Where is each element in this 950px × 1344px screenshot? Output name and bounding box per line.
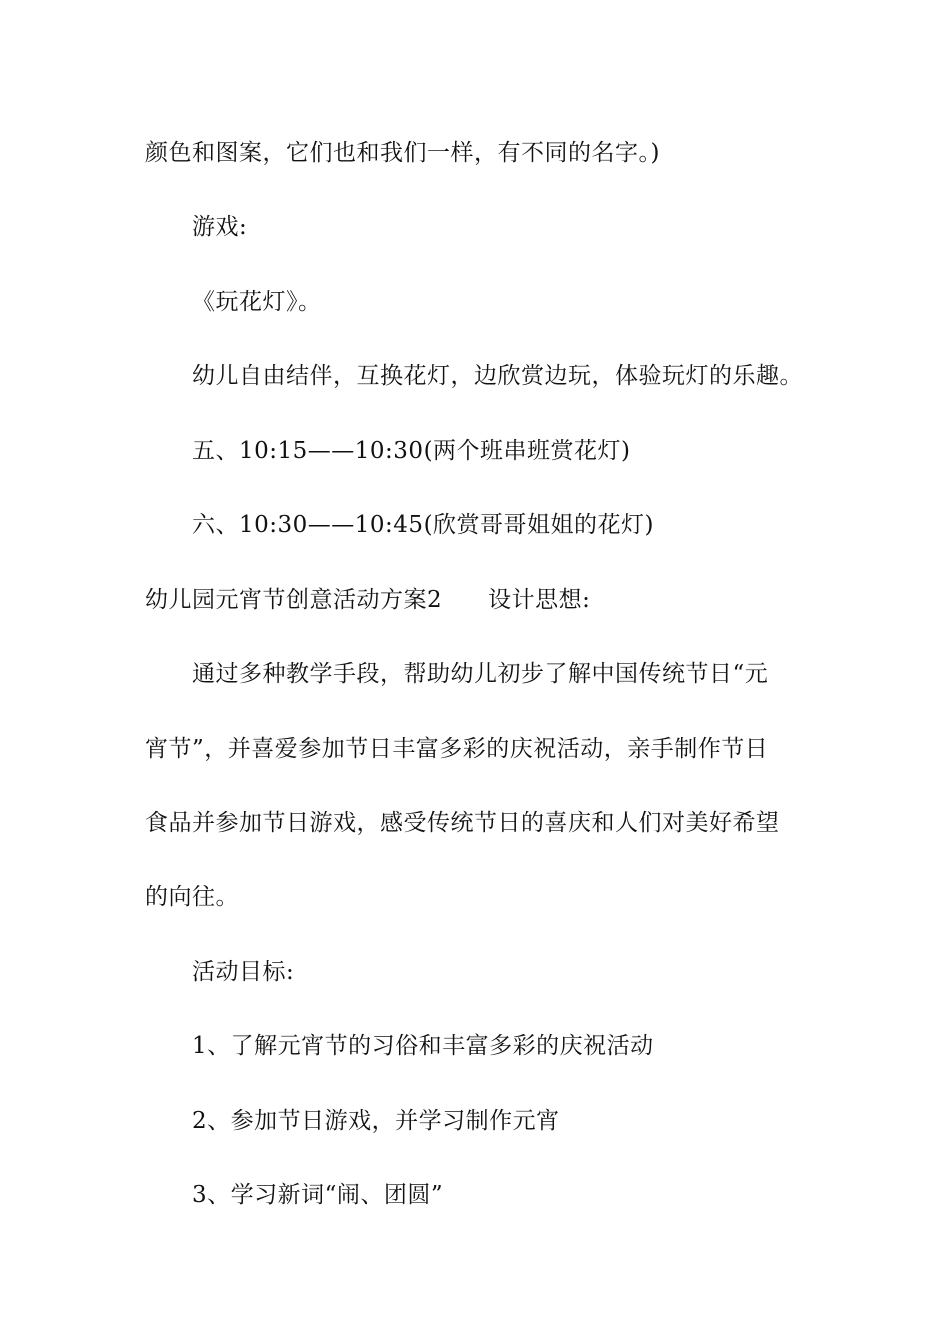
design-paragraph-line: 通过多种教学手段，帮助幼儿初步了解中国传统节日“元: [192, 661, 769, 687]
design-paragraph-line: 的向往。: [145, 884, 239, 910]
schedule-step-6: 六、10:30——10:45(欣赏哥哥姐姐的花灯): [192, 512, 655, 538]
plan2-title: 幼儿园元宵节创意活动方案2: [145, 587, 443, 613]
game-description: 幼儿自由结伴，互换花灯，边欣赏边玩，体验玩灯的乐趣。: [192, 363, 803, 389]
design-paragraph-line: 宵节”，并喜爱参加节日丰富多彩的庆祝活动，亲手制作节日: [145, 736, 769, 762]
goal-item: 1、了解元宵节的习俗和丰富多彩的庆祝活动: [192, 1033, 654, 1059]
schedule-step-5: 五、10:15——10:30(两个班串班赏花灯): [192, 438, 631, 464]
plan2-heading-line: [145, 585, 825, 615]
game-label: 游戏:: [192, 214, 248, 240]
goal-item: 2、参加节日游戏，并学习制作元宵: [192, 1108, 560, 1134]
paragraph-intro-end: 颜色和图案，它们也和我们一样，有不同的名字。): [145, 140, 660, 166]
design-paragraph-line: 食品并参加节日游戏，感受传统节日的喜庆和人们对美好希望: [145, 810, 780, 836]
game-title: 《玩花灯》。: [192, 289, 322, 315]
goals-label: 活动目标:: [192, 959, 295, 985]
design-label: 设计思想:: [488, 587, 591, 613]
goal-item: 3、学习新词“闹、团圆”: [192, 1182, 444, 1208]
